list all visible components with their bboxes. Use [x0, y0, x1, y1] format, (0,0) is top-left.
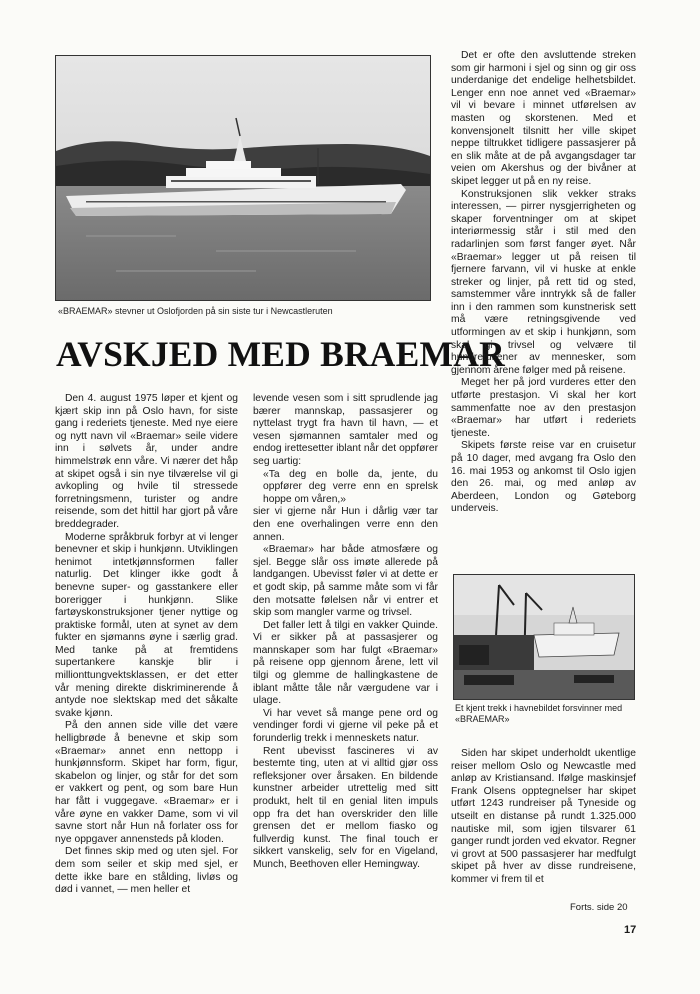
- page-number: 17: [624, 924, 637, 936]
- continued-note: Forts. side 20: [570, 902, 628, 913]
- paragraph: Vi har vevet så mange pene ord og vendinger fordi vi gjerne vil peke på et forunderlig trekk i menneskets natur.: [253, 707, 438, 745]
- paragraph: levende vesen som i sitt sprudlende jag bærer mannskap, passasjerer og nyttelast trygt fra havn til havn, — et vesen sjømannen samtaler med og endog irettesetter iblant når det oppfører seg uartig:: [253, 393, 438, 467]
- article-column-3: [451, 50, 636, 516]
- paragraph: sier vi gjerne når Hun i dårlig vær tar den ene overhalingen verre enn den annen.: [253, 506, 438, 543]
- paragraph: Moderne språkbruk forbyr at vi lenger benevner et skip i hunkjønn. Utviklingen henimot intetkjønnsformen faller naturlig. Det klinger ikke godt å benevne super- og gasstankere eller borerigger i hunkjønn. Slike fartøyskonstruksjoner tjener nyttige og praktiske formål, uten at synet av dem fukter en sjømanns øyne i særlig grad. Med tanke på at fremtidens supertankere kanskje blir i millionttungvektsklassen, er det etter vår mening direkte diskriminerende å antyde noe slektskap med det såkalte svake kjønn.: [55, 531, 238, 719]
- paragraph: Konstruksjonen slik vekker straks interessen, — pirrer nysgjerrigheten og skaper forventninger om at skipet interiørmessig står i stil med den radarlinjen som først fanger øyet. Når «Braemar» legger ut på reisen til fjernere farvann, vil vi huske at enkle streker og linjer, på rett tid og sted, samstemmer våre inntrykk så de faller inn i den rammen som kunstnerisk sett må være retningsgivende ved utformingen av et skip i hunkjønn, som skal gi trivsel og velvære til hundretusener av mennesker, som gjennom årene følger med på reisene.: [451, 188, 636, 376]
- ship-photo-caption: «BRAEMAR» stevner ut Oslofjorden på sin siste tur i Newcastleruten: [58, 306, 333, 316]
- harbour-photo-caption: Et kjent trekk i havnebildet forsvinner med «BRAEMAR»: [455, 703, 623, 724]
- article-column-1: [55, 393, 238, 897]
- ship-photo-graphic: [56, 56, 430, 300]
- article-headline: AVSKJED MED BRAEMAR: [56, 334, 505, 374]
- harbour-photo: [453, 574, 635, 700]
- ship-photo: [55, 55, 431, 301]
- harbour-photo-graphic: [454, 575, 634, 699]
- article-column-2: [253, 393, 438, 872]
- paragraph: Skipets første reise var en cruisetur på 10 dager, med avgang fra Oslo den 16. mai 1953 og ankomst til Oslo igjen den 26. mai, og med anløp av Aberdeen, London og Gøteborg underveis.: [451, 440, 636, 515]
- quote-paragraph: «Ta deg en bolle da, jente, du oppfører deg verre enn en sprelsk hoppe om våren,»: [263, 468, 438, 505]
- paragraph: Det er ofte den avsluttende streken som gir harmoni i sjel og sinn og gir oss underdanige det endelige helhetsbildet. Lenger enn noe annet ved «Braemar» vil vi bevare i minnet utførelsen av masten og skorstenen. Med et konvensjonelt tilsnitt her ville skipet neppe tiltrukket tidligere passasjerer på en slik måte at de på avgangsdager tar veien om Akershus og der bivåner at skipet legger ut på en ny reise.: [451, 50, 636, 187]
- paragraph: Det faller lett å tilgi en vakker Quinde. Vi er sikker på at passasjerer og mannskaper som har fulgt «Braemar» på reisene opp gjennom årene, lett vil tilgi og glemme de hallingkastene de iblant måtte tåle når værgudene var i ulage.: [253, 619, 438, 707]
- paragraph: På den annen side ville det være helligbrøde å benevne et skip som «Braemar» annet enn nettopp i hunkjønnsform. Skipet har form, figur, skabelon og linjer, og står for det som er vakkert og pent, og som bare Hun har fått i vuggegave. «Braemar» er i våre øyne en vakker Dame, som vi vil savne stort når Hun nå forlater oss for nye oppgaver annensteds på kloden.: [55, 720, 238, 845]
- paragraph: Den 4. august 1975 løper et kjent og kjært skip inn på Oslo havn, for siste gang i rederiets tjeneste. Med nye eiere og nytt navn vil «Braemar» seile videre inn i sølvets år, under andre himmelstrøk enn våre. Vi nærer det håp at skipet også i sin nye tilværelse vil gi avkopling og hvile til stressede forretningsmenn, turister og andre reisende, som det hittil har gjort på våre breddegrader.: [55, 393, 238, 530]
- paragraph: Rent ubevisst fascineres vi av bestemte ting, uten at vi alltid gjør oss refleksjoner over årsaken. En bildende kunstner arbeider utrettelig med sitt produkt, helt til en genial liten impuls opp fra det han overskrider den lille grensen det er mellom fiasko og fullverdig kunst. The final touch er sikkert vanskelig, selv for en Vigeland, Munch, Beethoven eller Hemingway.: [253, 745, 438, 870]
- paragraph: «Braemar» har både atmosfære og sjel. Begge slår oss imøte allerede på landgangen. Ubevisst føler vi at dette er et godt skip, på samme måte som vi får den motsatte følelsen når vi entrer et skip som mangler varme og trivsel.: [253, 544, 438, 619]
- article-column-3-continued: [451, 748, 636, 887]
- paragraph: Siden har skipet underholdt ukentlige reiser mellom Oslo og Newcastle med anløp av Kristiansand. Ifølge maskinsjef Frank Olsens opptegnelser har skipet utført 1243 rundreiser på Tyneside og utseilt en distanse på rundt 1.325.000 nautiske mil, som igjen tilsvarer 61 ganger rundt jorden ved ekvator. Regner vi grovt at 500 passasjerer har medfulgt skipet på hver av disse rundreisene, kommer vi frem til et: [451, 748, 636, 885]
- paragraph: Meget her på jord vurderes etter den utførte prestasjon. Vi skal her kort sammenfatte noe av den prestasjon «Braemar» har utført i rederiets tjeneste.: [451, 377, 636, 439]
- paragraph: Det finnes skip med og uten sjel. For dem som seiler et skip med sjel, er dette ikke bare en stålding, livløs og død i vannet, — men heller et: [55, 846, 238, 896]
